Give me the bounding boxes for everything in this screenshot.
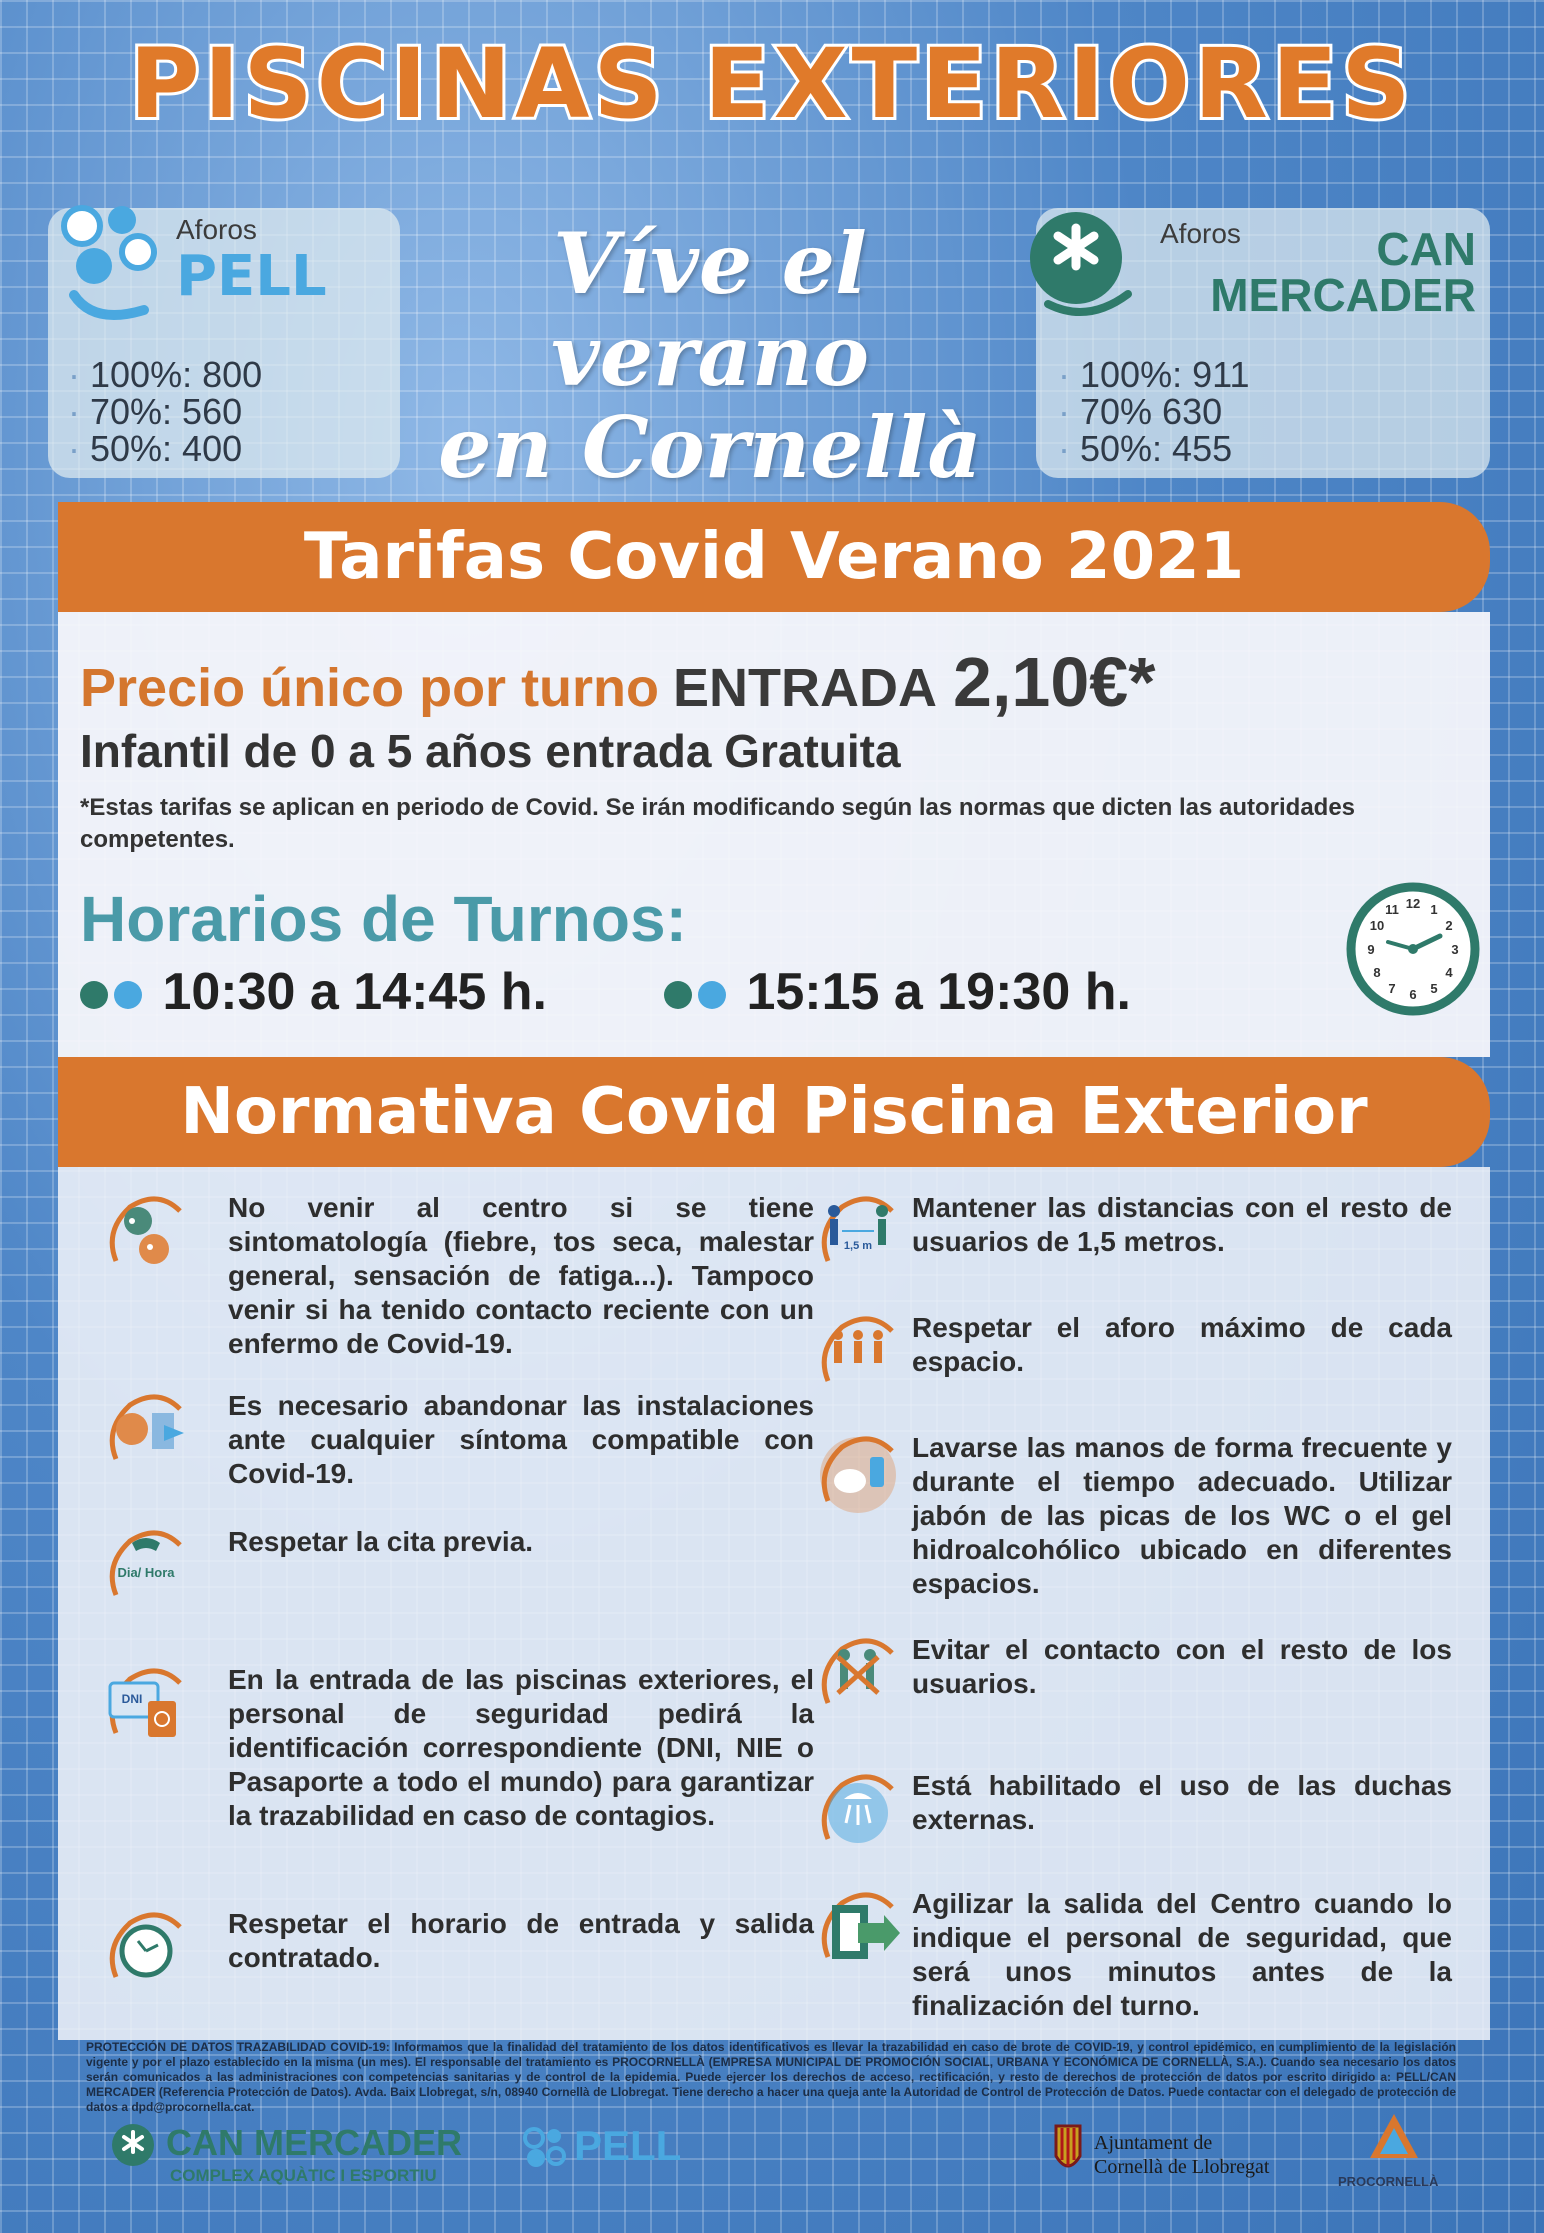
rule-text: Respetar el aforo máximo de cada espacio. [912,1312,1452,1377]
turno-time: 15:15 a 19:30 h. [746,963,1131,1021]
turno-1 [80,962,547,1022]
aforo-item: · 70%: 560 [68,393,262,430]
tarifas-heading: Tarifas Covid Verano 2021 [58,502,1490,612]
canmercader-footer-logo-icon [110,2122,156,2168]
rule-item [814,1431,1466,1599]
footer-canmercader-sub: COMPLEX AQUÀTIC I ESPORTIU [170,2166,437,2185]
rule-item [814,1887,1466,2037]
rule-item [814,1191,1466,1291]
no-contact-icon [814,1633,902,1721]
canmercader-logo-icon [1018,204,1138,324]
appointment-phone-icon [102,1525,190,1613]
rule-item [814,1769,1466,1869]
pell-mini-icon [114,981,142,1009]
horarios-title: Horarios de Turnos: [80,883,687,955]
aforo-item: · 100%: 800 [68,356,262,393]
clock-number: 8 [1373,965,1381,980]
rule-text: Evitar el contacto con el resto de los usuarios. [912,1634,1452,1699]
clock-number: 1 [1430,902,1438,917]
rule-item [102,1663,814,1873]
rule-item [102,1525,814,1625]
rule-text: En la entrada de las piscinas exteriores, el personal de seguridad pedirá la identificación correspondiente (DNI, NIE o Pasaporte a todo el mundo) para garantizar la trazabilidad en caso de contagios. [228,1664,814,1831]
id-card-icon-text: DNI [121,1692,143,1706]
aforo-item: · 70% 630 [1058,393,1249,430]
turno-2 [664,962,1131,1022]
precio-line [80,642,1155,722]
slogan-line-2: en Cornellà [438,398,982,497]
clock-icon [102,1907,190,1995]
poster-title: PISCINAS EXTERIORES [129,28,1415,140]
infantil-note: Infantil de 0 a 5 años entrada Gratuita [80,725,901,777]
canmercader-brand-line2: MERCADER [1210,269,1476,321]
rule-text: Respetar el horario de entrada y salida contratado. [228,1908,814,1973]
id-card-icon [102,1663,190,1751]
distance-icon-text: 1,5 m [843,1240,873,1252]
rule-item [814,1633,1466,1733]
pell-brand: PELL [176,244,327,309]
rule-text: Agilizar la salida del Centro cuando lo indique el personal de seguridad, que será unos minutos antes de la finalización del turno. [912,1888,1452,2021]
capacity-people-icon [814,1311,902,1399]
aforos-pell-panel [48,208,400,478]
rule-text: Está habilitado el uso de las duchas externas. [912,1770,1452,1835]
cornella-crest-icon [1050,2120,1086,2180]
rule-item [814,1311,1466,1411]
rule-item [102,1191,814,1361]
aforos-canmercader-list [1058,356,1249,467]
rule-item [102,1907,814,2007]
turno-time: 10:30 a 14:45 h. [162,963,547,1021]
footer-procornella: PROCORNELLÀ [1338,2174,1439,2189]
aforos-canmercader-panel [1036,208,1490,478]
rule-text: Mantener las distancias con el resto de usuarios de 1,5 metros. [912,1192,1452,1257]
clock-number: 9 [1367,942,1375,957]
normativa-panel [58,1167,1490,2040]
aforo-item: · 50%: 455 [1058,430,1249,467]
canmercader-mini-icon [80,981,108,1009]
clock-number: 3 [1451,942,1459,957]
entrada-label: ENTRADA [673,658,938,718]
clock-number: 12 [1405,896,1421,911]
clock-number: 10 [1369,918,1385,933]
aforo-item: · 100%: 911 [1058,356,1249,393]
rule-text: Respetar la cita previa. [228,1526,534,1557]
rule-item [102,1389,814,1499]
price-value: 2,10€* [953,643,1156,721]
pell-logo-icon [54,200,164,330]
hand-wash-icon [814,1431,902,1519]
aforos-canmercader-label: Aforos [1160,218,1241,249]
normativa-heading: Normativa Covid Piscina Exterior [58,1057,1490,1167]
footer [0,2100,1544,2233]
distance-icon [814,1191,902,1279]
clock-number: 4 [1445,965,1453,980]
tarifas-panel [58,612,1490,1057]
clock-number: 5 [1430,981,1438,996]
rule-text: No venir al centro si se tiene sintomatología (fiebre, tos seca, malestar general, sensación de fatiga...). Tampoco venir si ha tenido contacto reciente con un enfermo de Covid-19. [228,1192,814,1359]
aforos-pell-label: Aforos [176,214,257,245]
slogan-line-1: Víve el verano [550,214,870,405]
clock-number: 2 [1445,918,1453,933]
footer-ajuntament-line1: Ajuntament de [1094,2132,1213,2154]
appointment-icon-text: Dia/ Hora [117,1565,175,1580]
clock-number: 7 [1388,981,1396,996]
shower-icon [814,1769,902,1857]
aforo-item: · 50%: 400 [68,430,262,467]
canmercader-mini-icon [664,981,692,1009]
data-protection-notice: PROTECCIÓN DE DATOS TRAZABILIDAD COVID-19: Informamos que la finalidad del tratamiento de los datos identificativos es llevar la trazabilidad en caso de brote de COVID-19, y control epidémico, en cumplimiento de la legislación vigente y por el plazo establecido en la misma (un mes). El responsable del tratamiento es PROCORNELLÀ (EMPRESA MUNICIPAL DE PROMOCIÓN SOCIAL, URBANA Y ECONÓMICA DE CORNELLÀ, S.A.). Cuando sea necesario los datos serán comunicados a las administraciones con competencias sanitarias y de control de la epidemia. Puede ejercer los derechos de acceso, rectificación, y resto de derechos de protección de datos por escrito dirigido a: PELL/CAN MERCADER (Referencia Protección de Datos). Avda. Baix Llobregat, s/n, 08940 Cornellà de Llobregat. Tiene derecho a hacer una queja ante la Autoridad de Control de Protección de Datos. Puede contactar con el delegado de protección de datos a dpd@procornella.cat. [86,2040,1456,2114]
clock-number: 6 [1409,987,1417,1002]
slogan [410,214,1010,497]
pell-footer-logo-icon [520,2124,568,2172]
tarifas-footnote: *Estas tarifas se aplican en periodo de Covid. Se irán modificando según las normas que dicten las autoridades competentes. [80,794,1356,853]
footer-ajuntament-line2: Cornellà de Llobregat [1094,2156,1270,2178]
rule-text: Es necesario abandonar las instalaciones ante cualquier síntoma compatible con Covid-19. [228,1390,814,1489]
procornella-logo-icon [1366,2110,1422,2166]
footer-pell: PELL [574,2122,682,2169]
exit-arrow-icon [814,1887,902,1975]
footer-canmercader-name: CAN MERCADER [166,2122,462,2163]
rule-text: Lavarse las manos de forma frecuente y durante el tiempo adecuado. Utilizar jabón de las picas de los WC o el gel hidroalcohólico ubicado en diferentes espacios. [912,1432,1452,1599]
aforos-pell-list [68,356,262,467]
clock-number: 11 [1385,902,1399,917]
pell-mini-icon [698,981,726,1009]
exit-door-icon [102,1389,190,1477]
symptoms-icon [102,1191,190,1279]
clock-icon [1346,882,1481,1017]
canmercader-brand-line1: CAN [1376,223,1476,275]
precio-label: Precio único por turno [80,658,660,718]
